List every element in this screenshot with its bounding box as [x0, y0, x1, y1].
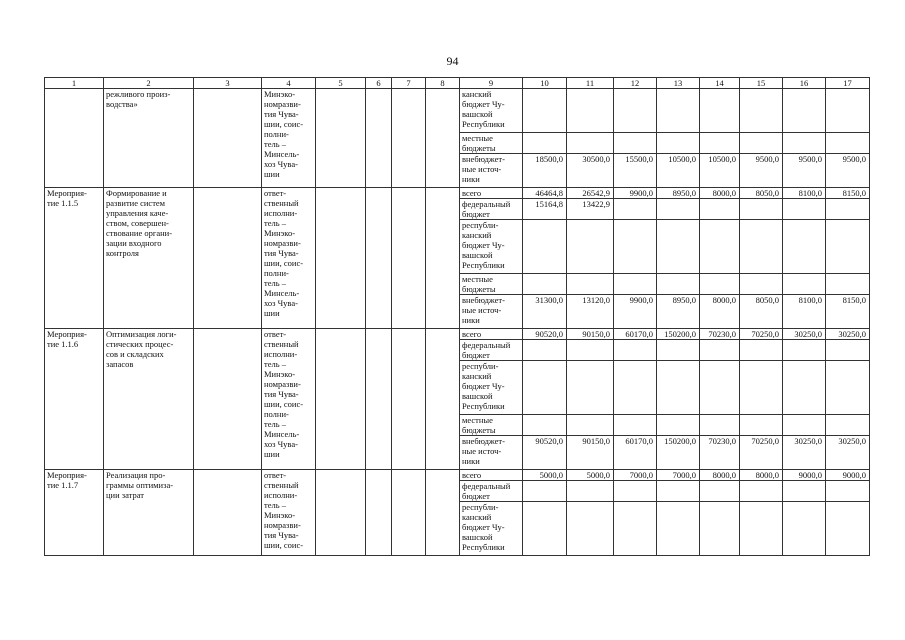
amount-cell: 90520,0	[523, 436, 567, 470]
amount-cell: 18500,0	[523, 154, 567, 188]
amount-cell	[614, 361, 657, 415]
amount-cell: 60170,0	[614, 329, 657, 340]
amount-cell	[826, 415, 870, 436]
table-row	[45, 470, 870, 481]
column-number-header	[45, 78, 870, 89]
page-number: 94	[446, 54, 459, 68]
amount-cell: 70230,0	[700, 436, 740, 470]
amount-cell: 5000,0	[523, 470, 567, 481]
empty-cell	[392, 188, 426, 329]
amount-cell	[740, 502, 783, 556]
amount-cell	[826, 502, 870, 556]
amount-cell	[700, 361, 740, 415]
amount-cell	[614, 89, 657, 133]
amount-cell	[567, 220, 614, 274]
amount-cell	[700, 502, 740, 556]
amount-cell	[826, 89, 870, 133]
column-number-15: 15	[740, 78, 783, 89]
column-number-8: 8	[426, 78, 460, 89]
amount-cell	[740, 361, 783, 415]
amount-cell: 30250,0	[783, 329, 826, 340]
funding-source: республи- канский бюджет Чу- вашской Республики	[460, 361, 523, 415]
responsible-executor: ответ- ственный исполни- тель – Минэко- номразви- тия Чува- шии, соис- полни- тель – Минсель- хоз Чува- шии	[262, 329, 316, 470]
empty-cell	[392, 470, 426, 556]
amount-cell: 150200,0	[657, 436, 700, 470]
funding-source: местные бюджеты	[460, 133, 523, 154]
amount-cell	[657, 89, 700, 133]
funding-source: республи- канский бюджет Чу- вашской Республики	[460, 502, 523, 556]
amount-cell: 8000,0	[740, 470, 783, 481]
amount-cell: 7000,0	[657, 470, 700, 481]
amount-cell: 8950,0	[657, 188, 700, 199]
amount-cell: 30250,0	[826, 436, 870, 470]
amount-cell: 30500,0	[567, 154, 614, 188]
column-number-16: 16	[783, 78, 826, 89]
amount-cell: 30250,0	[783, 436, 826, 470]
table-row	[45, 188, 870, 199]
amount-cell	[614, 415, 657, 436]
indicator-cell	[194, 188, 262, 329]
measure-name: Формирование и развитие систем управления каче- ством, совершен- ствование органи- зации входного контроля	[104, 188, 194, 329]
table-body	[45, 89, 870, 556]
column-number-3: 3	[194, 78, 262, 89]
column-number-13: 13	[657, 78, 700, 89]
amount-cell	[567, 340, 614, 361]
amount-cell	[783, 199, 826, 220]
empty-cell	[426, 470, 460, 556]
column-number-9: 9	[460, 78, 523, 89]
amount-cell	[657, 133, 700, 154]
amount-cell: 9500,0	[740, 154, 783, 188]
amount-cell	[783, 133, 826, 154]
amount-cell	[783, 415, 826, 436]
amount-cell: 31300,0	[523, 295, 567, 329]
funding-source: местные бюджеты	[460, 274, 523, 295]
table-row	[45, 329, 870, 340]
amount-cell	[700, 89, 740, 133]
responsible-executor: ответ- ственный исполни- тель – Минэко- номразви- тия Чува- шии, соис-	[262, 470, 316, 556]
funding-source: всего	[460, 470, 523, 481]
column-number-14: 14	[700, 78, 740, 89]
funding-source: республи- канский бюджет Чу- вашской Республики	[460, 220, 523, 274]
amount-cell	[783, 502, 826, 556]
amount-cell	[657, 220, 700, 274]
amount-cell	[614, 340, 657, 361]
amount-cell	[523, 415, 567, 436]
amount-cell	[567, 89, 614, 133]
amount-cell	[523, 340, 567, 361]
amount-cell	[826, 361, 870, 415]
amount-cell	[700, 481, 740, 502]
amount-cell	[700, 220, 740, 274]
amount-cell: 8000,0	[700, 295, 740, 329]
amount-cell: 8950,0	[657, 295, 700, 329]
column-number-17: 17	[826, 78, 870, 89]
amount-cell: 26542,9	[567, 188, 614, 199]
amount-cell	[614, 481, 657, 502]
amount-cell: 13422,9	[567, 199, 614, 220]
amount-cell: 15500,0	[614, 154, 657, 188]
amount-cell: 10500,0	[700, 154, 740, 188]
empty-cell	[316, 470, 366, 556]
amount-cell	[657, 199, 700, 220]
amount-cell	[783, 481, 826, 502]
amount-cell: 9500,0	[783, 154, 826, 188]
column-number-12: 12	[614, 78, 657, 89]
column-number-4: 4	[262, 78, 316, 89]
amount-cell	[700, 199, 740, 220]
empty-cell	[316, 329, 366, 470]
amount-cell	[567, 361, 614, 415]
amount-cell	[523, 361, 567, 415]
measure-code	[45, 89, 104, 188]
column-number-1: 1	[45, 78, 104, 89]
funding-source: всего	[460, 188, 523, 199]
measure-code: Мероприя- тие 1.1.5	[45, 188, 104, 329]
amount-cell: 8150,0	[826, 295, 870, 329]
amount-cell	[826, 133, 870, 154]
empty-cell	[366, 89, 392, 188]
empty-cell	[426, 89, 460, 188]
column-number-10: 10	[523, 78, 567, 89]
table-row	[45, 89, 870, 133]
amount-cell	[657, 502, 700, 556]
amount-cell: 30250,0	[826, 329, 870, 340]
amount-cell	[567, 133, 614, 154]
budget-table	[44, 77, 870, 556]
amount-cell: 15164,8	[523, 199, 567, 220]
amount-cell	[523, 481, 567, 502]
amount-cell	[826, 481, 870, 502]
amount-cell: 90520,0	[523, 329, 567, 340]
amount-cell: 10500,0	[657, 154, 700, 188]
amount-cell	[614, 133, 657, 154]
amount-cell	[783, 361, 826, 415]
amount-cell	[523, 502, 567, 556]
amount-cell: 9900,0	[614, 188, 657, 199]
funding-source: федеральный бюджет	[460, 481, 523, 502]
empty-cell	[426, 329, 460, 470]
amount-cell: 150200,0	[657, 329, 700, 340]
empty-cell	[316, 89, 366, 188]
indicator-cell	[194, 470, 262, 556]
measure-name: Реализация про- граммы оптимиза- ции затрат	[104, 470, 194, 556]
amount-cell	[783, 220, 826, 274]
amount-cell: 13120,0	[567, 295, 614, 329]
measure-name: режливого произ- водства»	[104, 89, 194, 188]
amount-cell	[826, 199, 870, 220]
amount-cell	[567, 502, 614, 556]
amount-cell: 90150,0	[567, 329, 614, 340]
indicator-cell	[194, 329, 262, 470]
amount-cell: 70250,0	[740, 436, 783, 470]
empty-cell	[316, 188, 366, 329]
amount-cell	[783, 274, 826, 295]
amount-cell: 8150,0	[826, 188, 870, 199]
amount-cell	[614, 220, 657, 274]
amount-cell	[700, 274, 740, 295]
empty-cell	[366, 470, 392, 556]
column-number-11: 11	[567, 78, 614, 89]
amount-cell: 9900,0	[614, 295, 657, 329]
funding-source: внебюджет- ные источ- ники	[460, 436, 523, 470]
amount-cell: 9000,0	[826, 470, 870, 481]
indicator-cell	[194, 89, 262, 188]
empty-cell	[426, 188, 460, 329]
amount-cell	[657, 415, 700, 436]
amount-cell	[523, 274, 567, 295]
amount-cell: 70250,0	[740, 329, 783, 340]
amount-cell	[740, 89, 783, 133]
responsible-executor: ответ- ственный исполни- тель – Минэко- номразви- тия Чува- шии, соис- полни- тель – Минсель- хоз Чува- шии	[262, 188, 316, 329]
amount-cell	[783, 340, 826, 361]
funding-source: канский бюджет Чу- вашской Республики	[460, 89, 523, 133]
amount-cell	[614, 502, 657, 556]
funding-source: внебюджет- ные источ- ники	[460, 295, 523, 329]
amount-cell	[567, 481, 614, 502]
amount-cell	[740, 481, 783, 502]
amount-cell	[567, 274, 614, 295]
empty-cell	[366, 188, 392, 329]
funding-source: федеральный бюджет	[460, 199, 523, 220]
amount-cell	[740, 133, 783, 154]
empty-cell	[392, 89, 426, 188]
amount-cell	[740, 340, 783, 361]
column-number-7: 7	[392, 78, 426, 89]
measure-name: Оптимизация логи- стических процес- сов и складских запасов	[104, 329, 194, 470]
funding-source: местные бюджеты	[460, 415, 523, 436]
amount-cell: 90150,0	[567, 436, 614, 470]
empty-cell	[366, 329, 392, 470]
empty-cell	[392, 329, 426, 470]
funding-source: федеральный бюджет	[460, 340, 523, 361]
funding-source: всего	[460, 329, 523, 340]
amount-cell	[523, 89, 567, 133]
amount-cell	[614, 199, 657, 220]
amount-cell	[523, 220, 567, 274]
amount-cell: 46464,8	[523, 188, 567, 199]
amount-cell	[657, 361, 700, 415]
amount-cell: 7000,0	[614, 470, 657, 481]
responsible-executor: Минэко- номразви- тия Чува- шии, соис- полни- тель – Минсель- хоз Чува- шии	[262, 89, 316, 188]
amount-cell: 8100,0	[783, 188, 826, 199]
amount-cell	[783, 89, 826, 133]
amount-cell	[740, 199, 783, 220]
amount-cell: 8050,0	[740, 295, 783, 329]
amount-cell	[523, 133, 567, 154]
amount-cell: 5000,0	[567, 470, 614, 481]
column-number-2: 2	[104, 78, 194, 89]
amount-cell: 8000,0	[700, 470, 740, 481]
column-number-6: 6	[366, 78, 392, 89]
column-number-5: 5	[316, 78, 366, 89]
amount-cell	[657, 274, 700, 295]
amount-cell: 70230,0	[700, 329, 740, 340]
amount-cell	[826, 340, 870, 361]
amount-cell	[826, 274, 870, 295]
amount-cell	[740, 274, 783, 295]
amount-cell: 8050,0	[740, 188, 783, 199]
amount-cell	[700, 415, 740, 436]
amount-cell	[700, 133, 740, 154]
amount-cell	[614, 274, 657, 295]
amount-cell	[740, 415, 783, 436]
amount-cell	[700, 340, 740, 361]
amount-cell	[740, 220, 783, 274]
funding-source: внебюджет- ные источ- ники	[460, 154, 523, 188]
amount-cell: 9500,0	[826, 154, 870, 188]
measure-code: Мероприя- тие 1.1.6	[45, 329, 104, 470]
amount-cell	[657, 340, 700, 361]
amount-cell: 8100,0	[783, 295, 826, 329]
amount-cell	[567, 415, 614, 436]
amount-cell: 60170,0	[614, 436, 657, 470]
amount-cell: 9000,0	[783, 470, 826, 481]
amount-cell: 8000,0	[700, 188, 740, 199]
measure-code: Мероприя- тие 1.1.7	[45, 470, 104, 556]
header-row	[45, 78, 870, 89]
amount-cell	[826, 220, 870, 274]
amount-cell	[657, 481, 700, 502]
